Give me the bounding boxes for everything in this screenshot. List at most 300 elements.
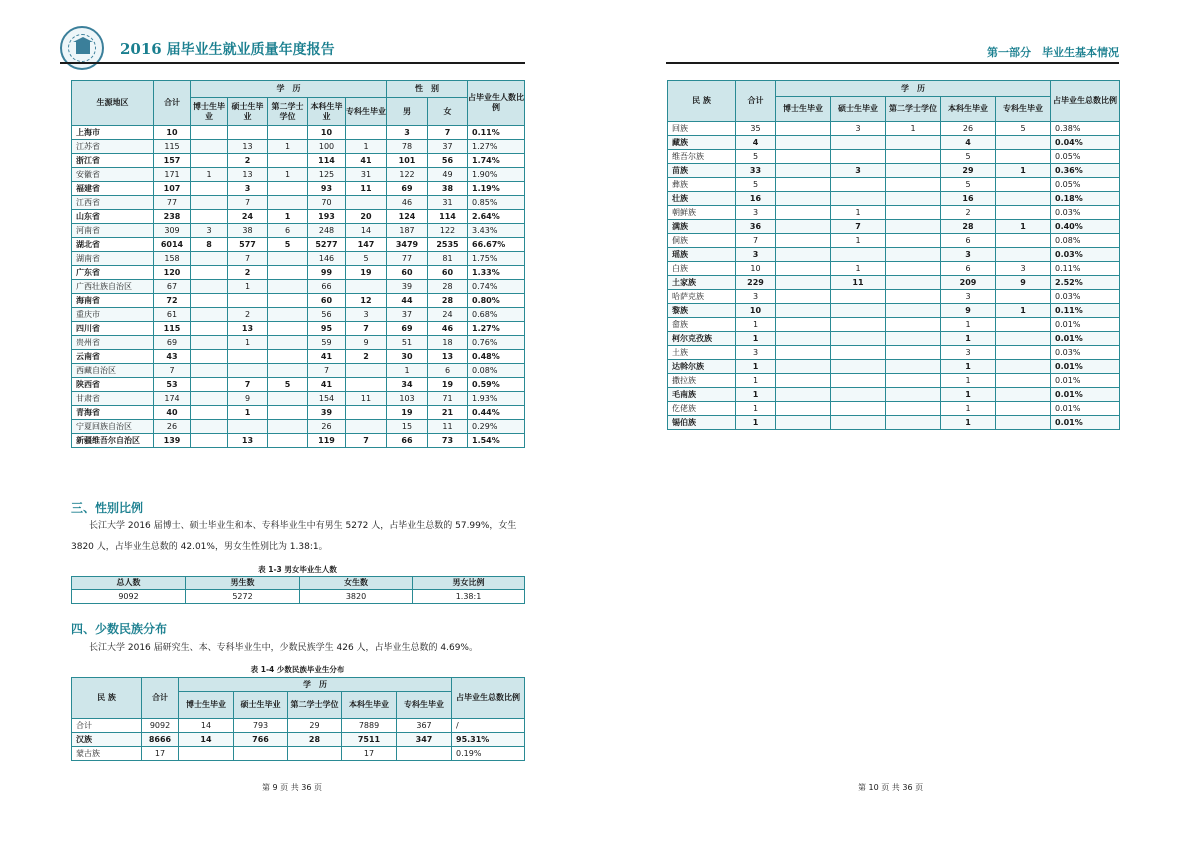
table-cell: 28 (941, 220, 996, 234)
table-cell (886, 276, 941, 290)
table-cell: 793 (234, 719, 288, 733)
ethnic-right-body (668, 122, 1120, 430)
table-cell: 56 (308, 308, 346, 322)
table-cell: 3 (736, 290, 776, 304)
header-master: 硕士生毕业 (234, 692, 288, 719)
table-cell: 31 (428, 196, 468, 210)
table-cell: 0.01% (1051, 402, 1120, 416)
table-cell (886, 206, 941, 220)
table-cell (886, 248, 941, 262)
table-row (72, 280, 525, 294)
table-cell: 13 (428, 350, 468, 364)
table-cell (268, 154, 308, 168)
header-master: 硕士生毕业 (831, 97, 886, 122)
table-cell: 1 (941, 318, 996, 332)
table-cell (886, 136, 941, 150)
table-row (72, 294, 525, 308)
table-cell (268, 182, 308, 196)
row-label: 苗族 (668, 164, 736, 178)
table-cell: 0.01% (1051, 360, 1120, 374)
table-cell: 9 (346, 336, 387, 350)
table-cell: 1.93% (468, 392, 525, 406)
table-cell (191, 210, 228, 224)
table-cell: 1 (886, 122, 941, 136)
table-cell: 1 (941, 388, 996, 402)
table-cell (191, 140, 228, 154)
table-cell (346, 126, 387, 140)
table-cell (776, 332, 831, 346)
table-cell: 347 (397, 733, 452, 747)
table-cell: 13 (228, 168, 268, 182)
table-cell (268, 252, 308, 266)
table-cell: 119 (308, 434, 346, 448)
table-cell: 7511 (342, 733, 397, 747)
page-number-right: 第 10 页 共 36 页 (858, 783, 924, 792)
row-label: 浙江省 (72, 154, 154, 168)
table-cell: 3 (191, 224, 228, 238)
logo-building-icon (76, 42, 90, 54)
table-cell: 2535 (428, 238, 468, 252)
table-cell (831, 150, 886, 164)
table-cell: 34 (387, 378, 428, 392)
header-gender-group: 性 别 (387, 81, 468, 98)
table-cell: 28 (428, 294, 468, 308)
table-cell (886, 220, 941, 234)
table-cell (886, 178, 941, 192)
table-cell: 9 (996, 276, 1051, 290)
table-cell (831, 318, 886, 332)
table-cell: 0.01% (1051, 332, 1120, 346)
table-cell (191, 294, 228, 308)
table-cell (268, 420, 308, 434)
section4-paragraph: 长江大学 2016 届研究生、本、专科毕业生中，少数民族学生 426 人，占毕业生总数的 4.69%。 (89, 643, 478, 653)
table-cell: 0.11% (1051, 262, 1120, 276)
table-cell (776, 374, 831, 388)
header-ratio: 占毕业生总数比例 (452, 678, 525, 719)
table-cell (776, 164, 831, 178)
table-cell (996, 290, 1051, 304)
table-cell (776, 262, 831, 276)
table-cell: 19 (428, 378, 468, 392)
table-cell: 187 (387, 224, 428, 238)
row-label: 江西省 (72, 196, 154, 210)
table-cell: 2 (228, 154, 268, 168)
table-cell (776, 192, 831, 206)
table-cell (831, 374, 886, 388)
table-cell: 14 (346, 224, 387, 238)
table-row (668, 346, 1120, 360)
table-cell: 1 (941, 332, 996, 346)
table-cell: 38 (228, 224, 268, 238)
table-cell: 4 (736, 136, 776, 150)
table-cell: 0.74% (468, 280, 525, 294)
table-cell (346, 420, 387, 434)
table-cell: 154 (308, 392, 346, 406)
table-cell: 40 (154, 406, 191, 420)
table-cell (191, 406, 228, 420)
table-cell: 28 (288, 733, 342, 747)
table-cell: 2.64% (468, 210, 525, 224)
table-cell: 3 (736, 248, 776, 262)
ethnic-table-left (71, 677, 525, 761)
table-cell (831, 248, 886, 262)
table-cell (776, 416, 831, 430)
table-cell: 46 (428, 322, 468, 336)
table-cell: 1 (941, 402, 996, 416)
table-cell: 7 (228, 378, 268, 392)
row-label: 土家族 (668, 276, 736, 290)
row-label: 柯尔克孜族 (668, 332, 736, 346)
table-cell: 6 (941, 234, 996, 248)
table-cell: 0.03% (1051, 290, 1120, 304)
table-cell (831, 416, 886, 430)
table-row (668, 122, 1120, 136)
table-cell: 0.05% (1051, 178, 1120, 192)
header-education-group: 学 历 (191, 81, 387, 98)
table-cell: 60 (387, 266, 428, 280)
table-cell: 0.03% (1051, 248, 1120, 262)
table-cell: 3 (941, 290, 996, 304)
table-row (72, 350, 525, 364)
table-cell: 41 (346, 154, 387, 168)
header-bachelor: 本科生毕业 (941, 97, 996, 122)
row-label: 湖南省 (72, 252, 154, 266)
table-cell: 11 (346, 392, 387, 406)
table-cell: 35 (736, 122, 776, 136)
table-cell: 70 (308, 196, 346, 210)
table-cell (191, 308, 228, 322)
table-cell (346, 280, 387, 294)
table-cell: 0.29% (468, 420, 525, 434)
table-cell: 1 (228, 280, 268, 294)
table-cell: 28 (428, 280, 468, 294)
table-cell: 0.36% (1051, 164, 1120, 178)
table-cell: 3 (736, 346, 776, 360)
row-label: 撒拉族 (668, 374, 736, 388)
table-cell: 1 (941, 416, 996, 430)
table-cell: 124 (387, 210, 428, 224)
table-row (668, 304, 1120, 318)
table-row (668, 318, 1120, 332)
table-cell: 101 (387, 154, 428, 168)
table-cell: 8666 (142, 733, 179, 747)
table-cell (996, 318, 1051, 332)
table-cell: 1 (268, 210, 308, 224)
table-cell: 16 (941, 192, 996, 206)
table-row (72, 140, 525, 154)
table-row (72, 182, 525, 196)
table-cell: 147 (346, 238, 387, 252)
row-label: 锡伯族 (668, 416, 736, 430)
table-cell: 157 (154, 154, 191, 168)
table-cell: 1.27% (468, 322, 525, 336)
table-cell: 44 (387, 294, 428, 308)
table-ethnic-caption: 表 1-4 少数民族毕业生分布 (250, 665, 345, 674)
table-cell (886, 234, 941, 248)
table-cell: 17 (342, 747, 397, 761)
header-phd: 博士生毕业 (776, 97, 831, 122)
row-label: 侗族 (668, 234, 736, 248)
row-label: 毛南族 (668, 388, 736, 402)
table-cell (996, 178, 1051, 192)
table-row (668, 360, 1120, 374)
table-row (72, 733, 525, 747)
table-cell: 103 (387, 392, 428, 406)
table-cell (228, 126, 268, 140)
row-label: 朝鲜族 (668, 206, 736, 220)
table-cell: 1 (831, 262, 886, 276)
table-cell: 1 (736, 318, 776, 332)
table-cell: 11 (346, 182, 387, 196)
header-rule-right (666, 62, 1119, 64)
report-title-text: 届毕业生就业质量年度报告 (166, 42, 335, 58)
table-cell: 24 (428, 308, 468, 322)
table-cell: 0.08% (1051, 234, 1120, 248)
table-row (72, 224, 525, 238)
table-cell: 2.52% (1051, 276, 1120, 290)
row-label: 合计 (72, 719, 142, 733)
table-cell: 21 (428, 406, 468, 420)
table-cell: 367 (397, 719, 452, 733)
table-row (72, 336, 525, 350)
table-cell: 0.11% (1051, 304, 1120, 318)
report-title (120, 39, 335, 59)
table-cell: 19 (387, 406, 428, 420)
table-row (72, 406, 525, 420)
table-row (72, 719, 525, 733)
table-cell: 7 (228, 196, 268, 210)
table-cell: 100 (308, 140, 346, 154)
table-cell: 69 (387, 182, 428, 196)
table-cell (776, 150, 831, 164)
table-row (668, 332, 1120, 346)
table-cell (831, 304, 886, 318)
table-row (668, 178, 1120, 192)
table-cell (886, 388, 941, 402)
table-cell (268, 322, 308, 336)
table-cell: 56 (428, 154, 468, 168)
table-cell: 3 (228, 182, 268, 196)
table-cell: 1 (996, 164, 1051, 178)
table-cell (268, 350, 308, 364)
table-cell: 0.44% (468, 406, 525, 420)
table-cell: 66 (308, 280, 346, 294)
table-cell: 81 (428, 252, 468, 266)
table-cell (268, 406, 308, 420)
table-cell: 7 (154, 364, 191, 378)
row-label: 云南省 (72, 350, 154, 364)
table-row (668, 416, 1120, 430)
table-cell: 0.40% (1051, 220, 1120, 234)
row-label: 达斡尔族 (668, 360, 736, 374)
table-cell: 4 (941, 136, 996, 150)
table-cell: 77 (154, 196, 191, 210)
table-cell: 238 (154, 210, 191, 224)
table-cell (346, 196, 387, 210)
table-cell (191, 126, 228, 140)
table-row (668, 248, 1120, 262)
table-cell: 14 (179, 719, 234, 733)
table-cell: 1 (228, 406, 268, 420)
table-cell: 13 (228, 140, 268, 154)
table-cell (886, 164, 941, 178)
table-cell (996, 332, 1051, 346)
table-row (72, 364, 525, 378)
table-cell (886, 374, 941, 388)
table-cell: 5 (941, 178, 996, 192)
table-cell: 6014 (154, 238, 191, 252)
table-cell (831, 178, 886, 192)
table-cell: 3 (736, 206, 776, 220)
header-college: 专科生毕业 (346, 98, 387, 126)
table-cell: 2 (346, 350, 387, 364)
table-cell: 6 (941, 262, 996, 276)
table-cell: 46 (387, 196, 428, 210)
table-cell: 13 (228, 322, 268, 336)
table-row (668, 150, 1120, 164)
header-total: 合计 (142, 678, 179, 719)
table-cell: 174 (154, 392, 191, 406)
table-cell: 0.38% (1051, 122, 1120, 136)
table-row (72, 434, 525, 448)
table-cell: 69 (154, 336, 191, 350)
table-cell: 15 (387, 420, 428, 434)
table-cell: 1.27% (468, 140, 525, 154)
table-cell (886, 262, 941, 276)
table-cell: 41 (308, 350, 346, 364)
table-cell: 1 (996, 304, 1051, 318)
table-cell (268, 364, 308, 378)
table-cell: 3 (996, 262, 1051, 276)
table-cell (831, 136, 886, 150)
row-label: 壮族 (668, 192, 736, 206)
row-label: 哈萨克族 (668, 290, 736, 304)
table-row (72, 196, 525, 210)
table-cell (886, 416, 941, 430)
table-cell: 5 (736, 178, 776, 192)
table-cell: 1 (736, 388, 776, 402)
table-cell (191, 280, 228, 294)
row-label: 土族 (668, 346, 736, 360)
table-cell: 7 (736, 234, 776, 248)
table-row (72, 322, 525, 336)
row-label: 宁夏回族自治区 (72, 420, 154, 434)
table-cell: 577 (228, 238, 268, 252)
value-female-count: 3820 (300, 590, 413, 604)
table-cell: 5 (941, 150, 996, 164)
table-row (72, 378, 525, 392)
row-label: 满族 (668, 220, 736, 234)
table-cell: 1.74% (468, 154, 525, 168)
header-female-count: 女生数 (300, 577, 413, 590)
table-cell: 1 (831, 206, 886, 220)
table-cell: 1 (736, 416, 776, 430)
table-row (72, 420, 525, 434)
value-total-count: 9092 (72, 590, 186, 604)
table-cell: 1 (191, 168, 228, 182)
table-cell: 60 (308, 294, 346, 308)
table-row (668, 402, 1120, 416)
header-ethnic: 民 族 (72, 678, 142, 719)
table-cell (776, 388, 831, 402)
section3-paragraph: 长江大学 2016 届博士、硕士毕业生和本、专科毕业生中有男生 5272 人，占毕业生总数的 57.99%，女生 3820 人，占毕业生总数的 42.01%，男女生性别比为 1.38:1。 (71, 521, 517, 552)
table-cell: 37 (387, 308, 428, 322)
table-cell (268, 308, 308, 322)
table-cell: 73 (428, 434, 468, 448)
table-cell: 20 (346, 210, 387, 224)
table-cell: 7 (831, 220, 886, 234)
row-label: 广西壮族自治区 (72, 280, 154, 294)
table-cell (776, 178, 831, 192)
table-cell: 1.75% (468, 252, 525, 266)
table-cell (996, 402, 1051, 416)
row-label: 黎族 (668, 304, 736, 318)
table-row (668, 234, 1120, 248)
table-cell: 43 (154, 350, 191, 364)
table-cell (191, 252, 228, 266)
table-cell (228, 420, 268, 434)
table-cell: 209 (941, 276, 996, 290)
row-label: 上海市 (72, 126, 154, 140)
table-cell (191, 336, 228, 350)
table-cell (191, 434, 228, 448)
header-master: 硕士生毕业 (228, 98, 268, 126)
table-cell: 39 (387, 280, 428, 294)
table-cell (346, 406, 387, 420)
header-total: 合计 (736, 81, 776, 122)
table-cell (886, 304, 941, 318)
table-cell: 1 (346, 140, 387, 154)
table-cell: 95 (308, 322, 346, 336)
header-second-degree: 第二学士学位 (886, 97, 941, 122)
table-cell (228, 364, 268, 378)
table-cell: 1 (736, 374, 776, 388)
table-cell (191, 154, 228, 168)
table-cell: 0.01% (1051, 318, 1120, 332)
table-cell (776, 122, 831, 136)
table-cell: 10 (154, 126, 191, 140)
row-label: 陕西省 (72, 378, 154, 392)
table-cell: 5 (996, 122, 1051, 136)
table-cell: 53 (154, 378, 191, 392)
table-cell (776, 402, 831, 416)
table-cell (191, 392, 228, 406)
table-cell: 3479 (387, 238, 428, 252)
table-cell: 19 (346, 266, 387, 280)
table-row (72, 392, 525, 406)
table-cell: 0.85% (468, 196, 525, 210)
table-cell: 0.48% (468, 350, 525, 364)
table-cell: 2 (941, 206, 996, 220)
table-cell: 3 (387, 126, 428, 140)
table-cell (191, 350, 228, 364)
table-cell (831, 346, 886, 360)
table-cell (996, 206, 1051, 220)
table-cell (268, 196, 308, 210)
table-cell (831, 332, 886, 346)
table-row (72, 308, 525, 322)
table-cell: 1 (941, 360, 996, 374)
table-cell: 7 (346, 434, 387, 448)
table-cell: 26 (308, 420, 346, 434)
table-cell: 115 (154, 322, 191, 336)
table-cell (191, 420, 228, 434)
table-cell (996, 374, 1051, 388)
table-cell (776, 346, 831, 360)
table-cell (996, 150, 1051, 164)
table-cell: 1.54% (468, 434, 525, 448)
header-college: 专科生毕业 (397, 692, 452, 719)
